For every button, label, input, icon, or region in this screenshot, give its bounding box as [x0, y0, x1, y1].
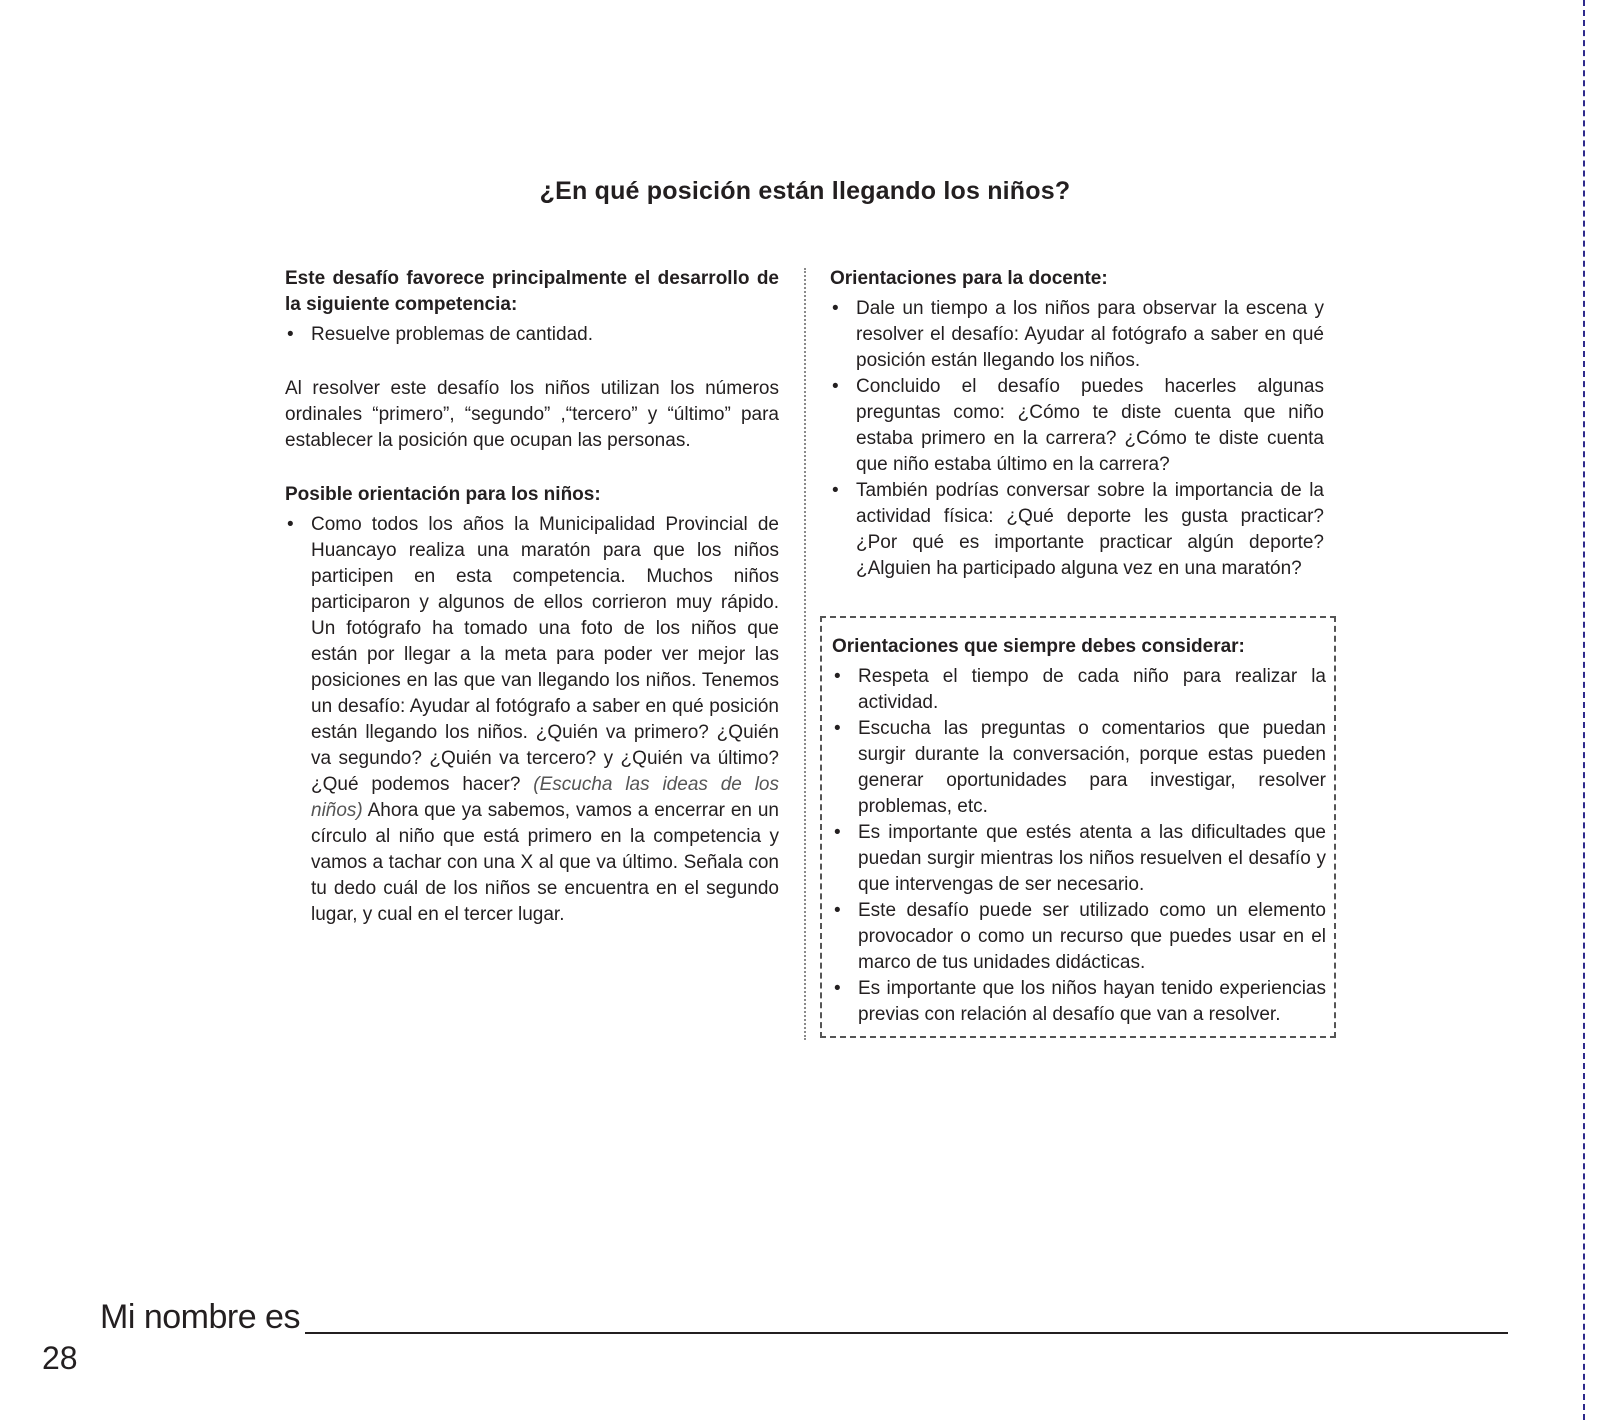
- teacher-heading: Orientaciones para la docente:: [830, 268, 1108, 289]
- competency-item: • Resuelve problemas de cantidad.: [285, 322, 779, 348]
- orientation-aside-text: (Escucha las ideas de los niños): [311, 774, 779, 821]
- orientation-main-text: Como todos los años la Municipalidad Provincial de Huancayo realiza una maratón para que los niños participen en esta competencia. Muchos niños participaron y algunos de ellos corrieron muy rápido. Un fotógrafo ha tomado una foto de los niños que están por llegar a la meta para poder ver mejor las posiciones en las que van llegando los niños. Tenemos un desafío: Ayudar al fotógrafo a saber en qué posición están llegando los niños. ¿Quién va primero? ¿Quién va segundo? ¿Quién va tercero? y ¿Quién va último? ¿Qué podemos hacer?: [311, 514, 779, 795]
- consideration-item: • Respeta el tiempo de cada niño para realizar la actividad.: [832, 664, 1326, 716]
- teacher-guidance: [830, 266, 1324, 582]
- orientation-item: [285, 512, 779, 928]
- name-write-line: [305, 1332, 1508, 1334]
- competency-list: [285, 322, 779, 348]
- orientation-tail-text: Ahora que ya sabemos, vamos a encerrar en un círculo al niño que está primero en la competencia y vamos a tachar con una X al que va último. Señala con tu dedo cuál de los niños se encuentra en el segundo lugar, y cual en el tercer lugar.: [311, 800, 780, 925]
- competency-heading: Este desafío favorece principalmente el desarrollo de la siguiente competencia:: [285, 268, 779, 315]
- teacher-item: • Dale un tiempo a los niños para observar la escena y resolver el desafío: Ayudar al fotógrafo a saber en qué posición están llegando los niños.: [830, 296, 1324, 374]
- page-title: ¿En qué posición están llegando los niños?: [539, 177, 1071, 205]
- orientation-heading: Posible orientación para los niños:: [285, 484, 601, 505]
- intro-paragraph: Al resolver este desafío los niños utilizan los números ordinales “primero”, “segundo” ,“tercero” y “último” para establecer la posición que ocupan las personas.: [285, 378, 779, 451]
- considerations-content: [832, 634, 1326, 1028]
- considerations-box: [820, 616, 1336, 1038]
- teacher-item: • También podrías conversar sobre la importancia de la actividad física: ¿Qué deporte les gusta practicar? ¿Por qué es importante practicar algún deporte? ¿Alguien ha participado alguna vez en una maratón?: [830, 478, 1324, 582]
- considerations-list: [832, 664, 1326, 1028]
- name-label: Mi nombre es: [100, 1298, 300, 1336]
- page-number: 28: [42, 1340, 78, 1376]
- column-divider: [804, 268, 806, 1040]
- consideration-item: • Este desafío puede ser utilizado como un elemento provocador o como un recurso que puedes usar en el marco de tus unidades didácticas.: [832, 898, 1326, 976]
- consideration-item: • Es importante que los niños hayan tenido experiencias previas con relación al desafío que van a resolver.: [832, 976, 1326, 1028]
- cut-line: [1583, 0, 1585, 1420]
- teacher-list: [830, 296, 1324, 582]
- left-column: [285, 266, 779, 928]
- teacher-item: • Concluido el desafío puedes hacerles algunas preguntas como: ¿Cómo te diste cuenta que niño estaba primero en la carrera? ¿Cómo te diste cuenta que niño estaba último en la carrera?: [830, 374, 1324, 478]
- consideration-item: • Escucha las preguntas o comentarios que puedan surgir durante la conversación, porque estas pueden generar oportunidades para investigar, resolver problemas, etc.: [832, 716, 1326, 820]
- considerations-heading: Orientaciones que siempre debes considerar:: [832, 636, 1245, 657]
- orientation-list: [285, 512, 779, 928]
- consideration-item: • Es importante que estés atenta a las dificultades que puedan surgir mientras los niños resuelven el desafío y que intervengas de ser necesario.: [832, 820, 1326, 898]
